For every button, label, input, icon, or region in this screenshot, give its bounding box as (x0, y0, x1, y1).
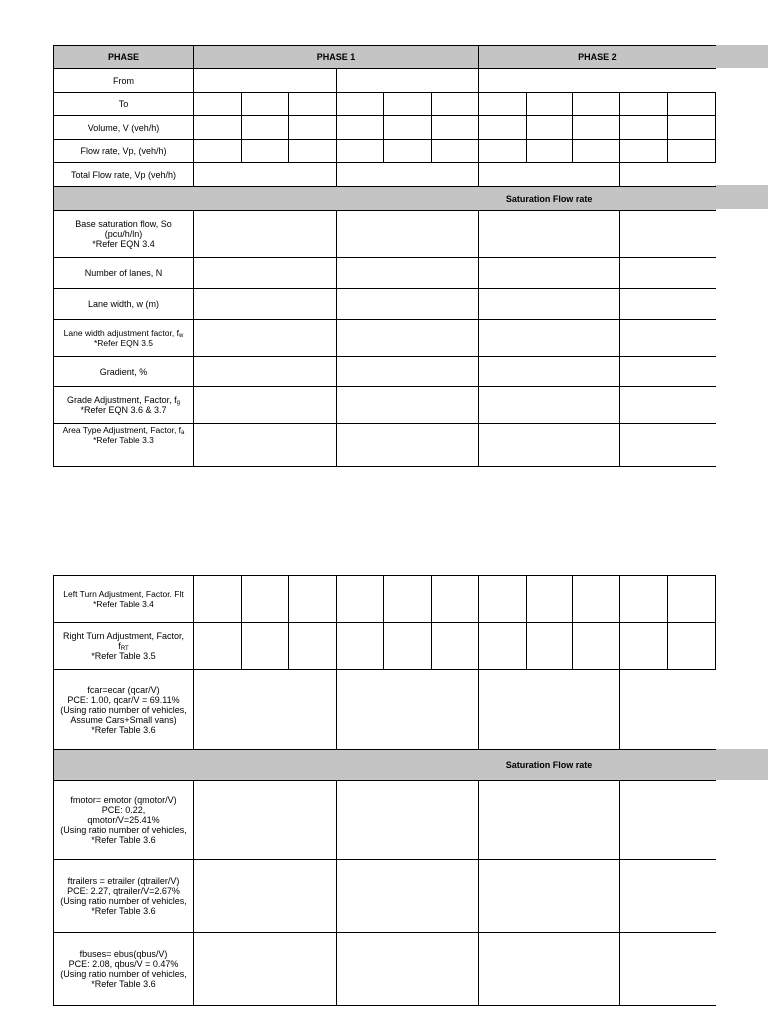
input-cell[interactable] (194, 211, 337, 258)
input-cell[interactable] (527, 93, 573, 116)
input-cell[interactable] (479, 140, 527, 163)
input-cell[interactable] (337, 289, 479, 320)
row-label-gradient: Gradient, % (54, 357, 194, 387)
input-cell[interactable] (668, 93, 716, 116)
input-cell[interactable] (479, 163, 620, 187)
input-cell[interactable] (289, 116, 337, 140)
input-cell[interactable] (479, 93, 527, 116)
section-band-extension-2 (715, 749, 768, 780)
input-cell[interactable] (620, 424, 716, 467)
input-cell[interactable] (242, 116, 289, 140)
input-cell[interactable] (194, 576, 242, 623)
input-cell[interactable] (620, 211, 716, 258)
phase-table (53, 45, 716, 467)
input-cell[interactable] (620, 623, 668, 670)
input-cell[interactable] (337, 670, 479, 750)
input-cell[interactable] (194, 320, 337, 357)
input-cell[interactable] (620, 670, 716, 750)
input-cell[interactable] (194, 933, 337, 1006)
input-cell[interactable] (194, 289, 337, 320)
input-cell[interactable] (620, 781, 716, 860)
section-band-right (620, 187, 716, 211)
row-label-fmotor: fmotor= emotor (qmotor/V) PCE: 0.22, qmotor/V=25.41% (Using ratio number of vehicles, *Refer Table 3.6 (54, 781, 194, 860)
phase1-header: PHASE 1 (194, 46, 479, 69)
input-cell[interactable] (337, 357, 479, 387)
input-cell[interactable] (620, 140, 668, 163)
input-cell[interactable] (573, 93, 620, 116)
input-cell[interactable] (337, 69, 479, 93)
input-cell[interactable] (479, 258, 620, 289)
input-cell[interactable] (337, 933, 479, 1006)
input-cell[interactable] (194, 387, 337, 424)
row-label-lane-width: Lane width, w (m) (54, 289, 194, 320)
input-cell[interactable] (337, 860, 479, 933)
input-cell[interactable] (620, 387, 716, 424)
input-cell[interactable] (194, 860, 337, 933)
input-cell[interactable] (620, 576, 668, 623)
input-cell[interactable] (479, 933, 620, 1006)
row-label-total-flow: Total Flow rate, Vp (veh/h) (54, 163, 194, 187)
input-cell[interactable] (337, 387, 479, 424)
input-cell[interactable] (289, 140, 337, 163)
input-cell[interactable] (337, 781, 479, 860)
input-cell[interactable] (432, 623, 479, 670)
input-cell[interactable] (194, 93, 242, 116)
input-cell[interactable] (527, 623, 573, 670)
input-cell[interactable] (337, 163, 479, 187)
input-cell[interactable] (479, 320, 620, 357)
phase2-header: PHASE 2 (479, 46, 716, 69)
input-cell[interactable] (194, 357, 337, 387)
input-cell[interactable] (194, 258, 337, 289)
input-cell[interactable] (620, 116, 668, 140)
section-band-extension (715, 185, 768, 209)
input-cell[interactable] (242, 576, 289, 623)
input-cell[interactable] (194, 424, 337, 467)
input-cell[interactable] (668, 140, 716, 163)
row-label-flow-rate: Flow rate, Vp, (veh/h) (54, 140, 194, 163)
input-cell[interactable] (479, 623, 527, 670)
row-label-base-saturation: Base saturation flow, So (pcu/h/ln) *Refer EQN 3.4 (54, 211, 194, 258)
section-band-right (620, 750, 716, 781)
input-cell[interactable] (337, 258, 479, 289)
input-cell[interactable] (573, 140, 620, 163)
row-label-to: To (54, 93, 194, 116)
input-cell[interactable] (194, 163, 337, 187)
phase-header: PHASE (54, 46, 194, 69)
row-label-from: From (54, 69, 194, 93)
input-cell[interactable] (242, 93, 289, 116)
input-cell[interactable] (620, 357, 716, 387)
row-label-ftrailers: ftrailers = etrailer (qtrailer/V) PCE: 2.27, qtrailer/V=2.67% (Using ratio number of vehicles, *Refer Table 3.6 (54, 860, 194, 933)
input-cell[interactable] (384, 93, 432, 116)
input-cell[interactable] (194, 116, 242, 140)
row-label-lanes: Number of lanes, N (54, 258, 194, 289)
input-cell[interactable] (479, 211, 620, 258)
input-cell[interactable] (527, 116, 573, 140)
input-cell[interactable] (337, 93, 384, 116)
input-cell[interactable] (479, 860, 620, 933)
input-cell[interactable] (337, 576, 384, 623)
input-cell[interactable] (337, 211, 479, 258)
input-cell[interactable] (620, 289, 716, 320)
row-label-grade-factor: Grade Adjustment, Factor, $f_g$ *Refer EQN 3.6 & 3.7 (54, 387, 194, 424)
row-label-fcar: fcar=ecar (qcar/V) PCE: 1.00, qcar/V = 69.11% (Using ratio number of vehicles, Assume Cars+Small vans) *Refer Table 3.6 (54, 670, 194, 750)
input-cell[interactable] (384, 576, 432, 623)
input-cell[interactable] (620, 860, 716, 933)
input-cell[interactable] (289, 93, 337, 116)
input-cell[interactable] (479, 781, 620, 860)
adjustment-table (53, 575, 716, 1006)
input-cell[interactable] (432, 93, 479, 116)
input-cell[interactable] (337, 424, 479, 467)
input-cell[interactable] (668, 576, 716, 623)
input-cell[interactable] (337, 623, 384, 670)
section-title: Saturation Flow rate (479, 187, 620, 211)
input-cell[interactable] (242, 140, 289, 163)
input-cell[interactable] (668, 116, 716, 140)
input-cell[interactable] (479, 670, 620, 750)
input-cell[interactable] (527, 576, 573, 623)
input-cell[interactable] (479, 387, 620, 424)
input-cell[interactable] (432, 576, 479, 623)
input-cell[interactable] (337, 320, 479, 357)
input-cell[interactable] (620, 933, 716, 1006)
input-cell[interactable] (573, 623, 620, 670)
input-cell[interactable] (384, 623, 432, 670)
row-label-volume: Volume, V (veh/h) (54, 116, 194, 140)
row-label-area-factor: Area Type Adjustment, Factor, $f_a$ *Refer Table 3.3 (54, 424, 194, 467)
input-cell[interactable] (573, 116, 620, 140)
input-cell[interactable] (620, 258, 716, 289)
input-cell[interactable] (194, 140, 242, 163)
input-cell[interactable] (479, 357, 620, 387)
section-title-2: Saturation Flow rate (479, 750, 620, 781)
input-cell[interactable] (289, 623, 337, 670)
input-cell[interactable] (432, 140, 479, 163)
header-band-extension (715, 45, 768, 68)
input-cell[interactable] (337, 116, 384, 140)
input-cell[interactable] (479, 116, 527, 140)
row-label-right-turn: Right Turn Adjustment, Factor, $f_{RT}$ *Refer Table 3.5 (54, 623, 194, 670)
input-cell[interactable] (242, 623, 289, 670)
input-cell[interactable] (620, 93, 668, 116)
row-label-lane-width-factor: Lane width adjustment factor, $f_w$ *Refer EQN 3.5 (54, 320, 194, 357)
row-label-fbuses: fbuses= ebus(qbus/V) PCE: 2.08, qbus/V = 0.47% (Using ratio number of vehicles, *Refer Table 3.6 (54, 933, 194, 1006)
input-cell[interactable] (384, 140, 432, 163)
input-cell[interactable] (479, 576, 527, 623)
input-cell[interactable] (479, 424, 620, 467)
input-cell[interactable] (432, 116, 479, 140)
input-cell[interactable] (573, 576, 620, 623)
input-cell[interactable] (194, 69, 337, 93)
input-cell[interactable] (194, 781, 337, 860)
input-cell[interactable] (384, 116, 432, 140)
input-cell[interactable] (479, 289, 620, 320)
input-cell[interactable] (479, 69, 716, 93)
input-cell[interactable] (289, 576, 337, 623)
input-cell[interactable] (620, 163, 716, 187)
input-cell[interactable] (194, 623, 242, 670)
section-band-left (54, 187, 479, 211)
input-cell[interactable] (527, 140, 573, 163)
input-cell[interactable] (337, 140, 384, 163)
row-label-left-turn: Left Turn Adjustment, Factor. Flt *Refer Table 3.4 (54, 576, 194, 623)
input-cell[interactable] (620, 320, 716, 357)
input-cell[interactable] (194, 670, 337, 750)
input-cell[interactable] (668, 623, 716, 670)
section-band-left (54, 750, 479, 781)
